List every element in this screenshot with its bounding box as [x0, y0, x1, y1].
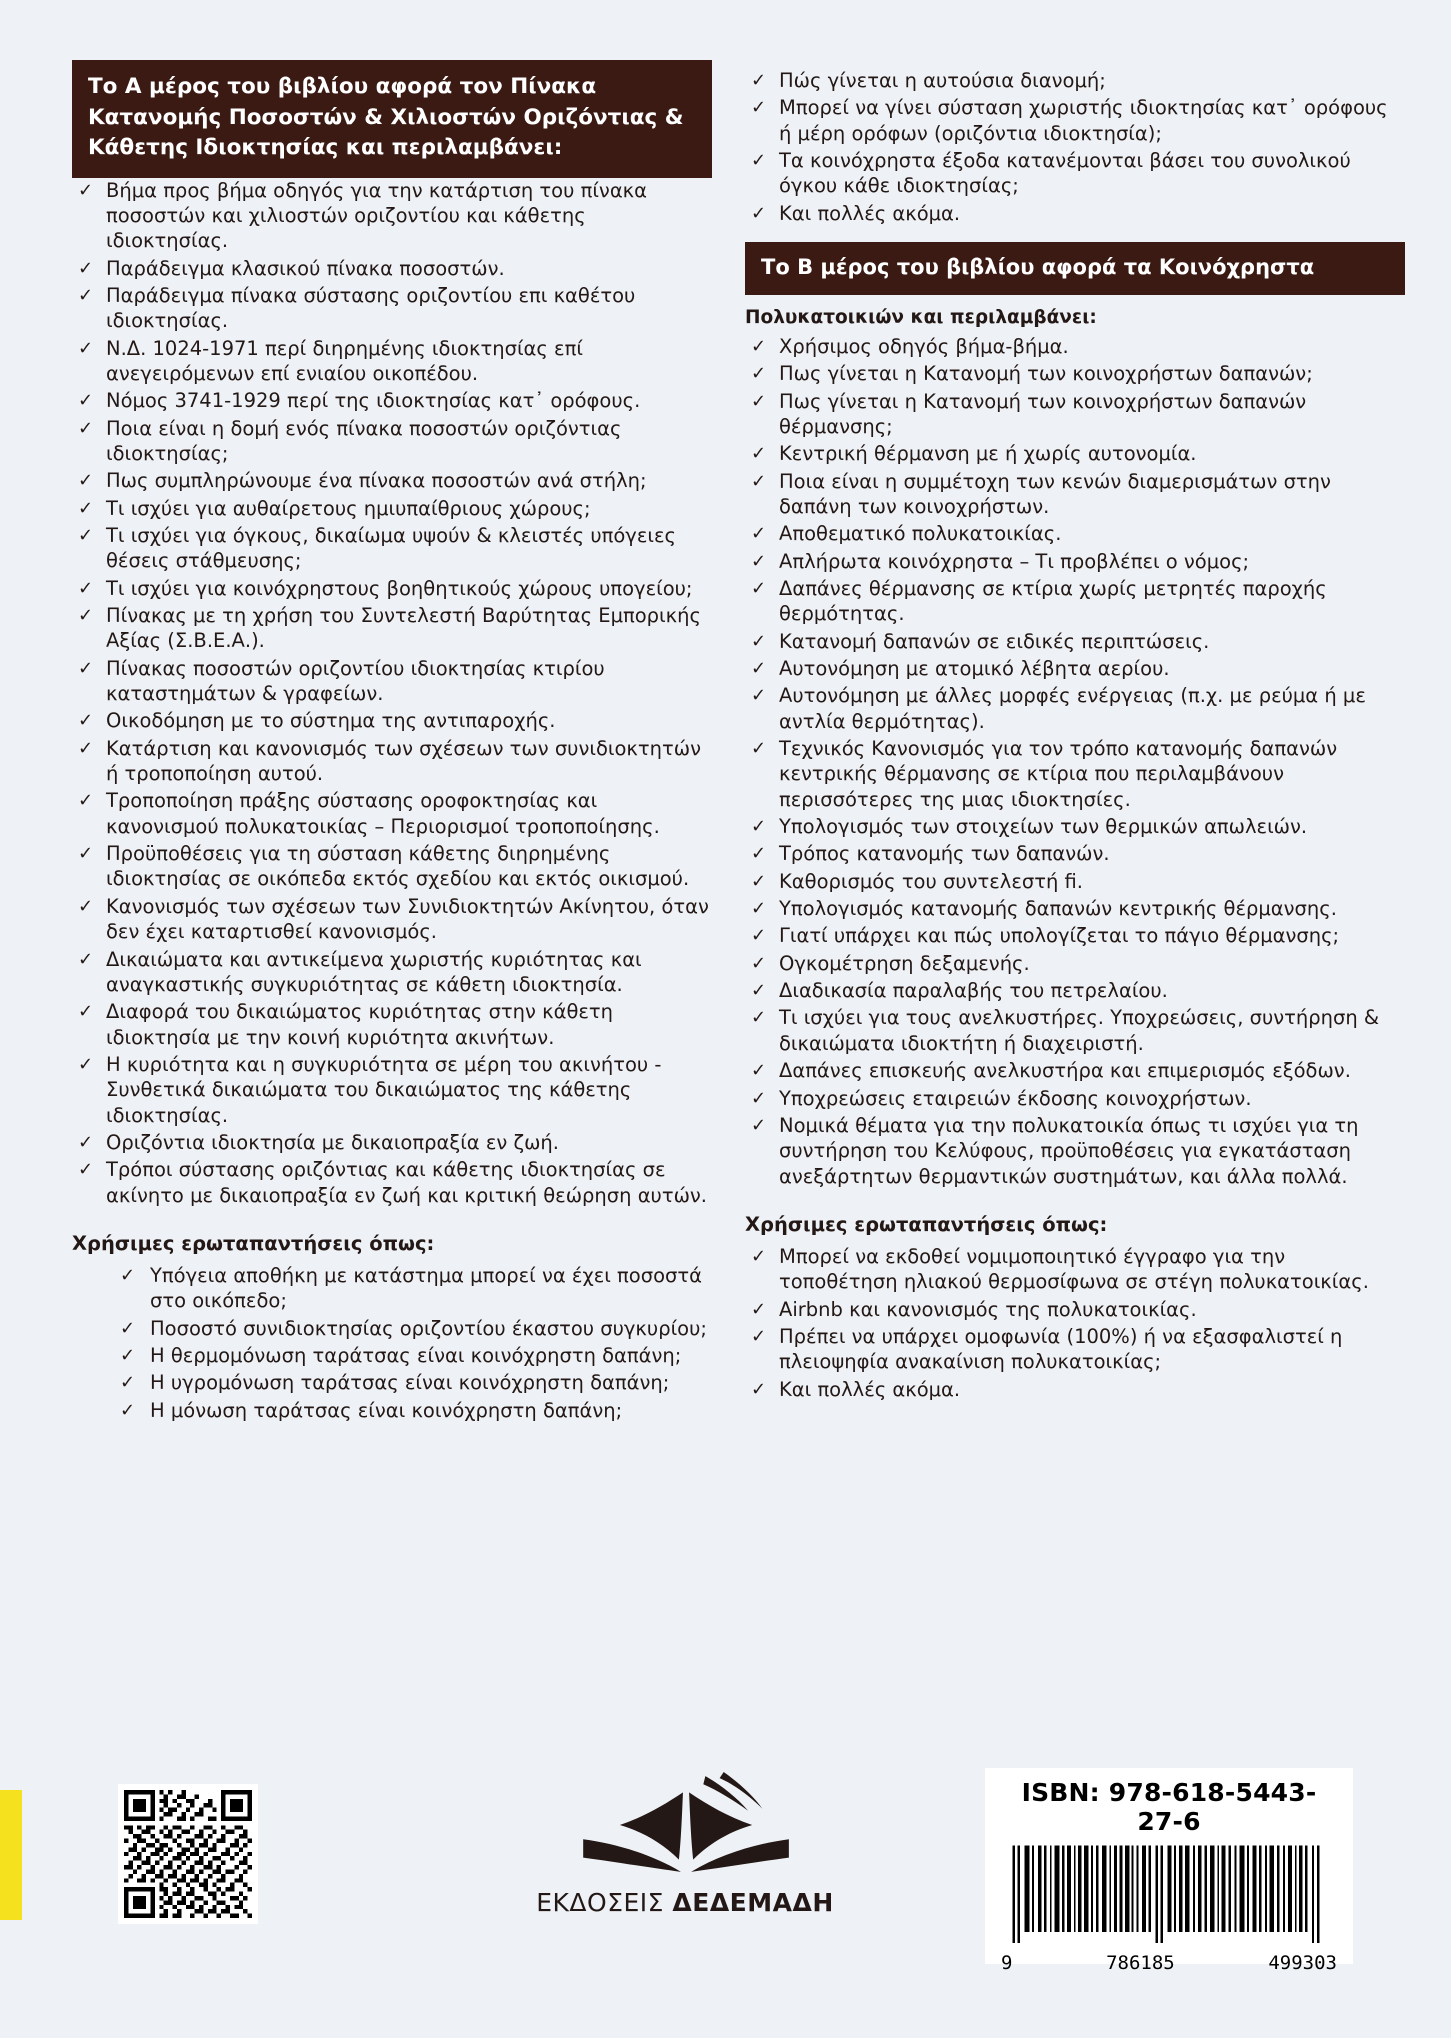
- list-item: [745, 978, 1405, 1003]
- check-icon: ✓: [78, 790, 94, 812]
- isbn-label: ISBN: 978-618-5443-27-6: [1021, 1778, 1317, 1836]
- check-icon: ✓: [78, 497, 94, 519]
- list-item: [745, 389, 1405, 440]
- list-item-label: Τα κοινόχρηστα έξοδα κατανέμονται βάσει του συνολικού όγκου κάθε ιδιοκτησίας;: [779, 149, 1351, 198]
- check-icon: ✓: [751, 1298, 767, 1320]
- list-item: [745, 1297, 1405, 1322]
- check-icon: ✓: [751, 1087, 767, 1109]
- list-item: [745, 869, 1405, 894]
- list-item-label: Ογκομέτρηση δεξαμενής.: [779, 951, 1030, 975]
- list-item: [745, 521, 1405, 546]
- check-icon: ✓: [751, 1245, 767, 1267]
- check-icon: ✓: [78, 577, 94, 599]
- list-item-label: Πώς γίνεται η αυτούσια διανομή;: [779, 69, 1106, 92]
- qr-code-icon[interactable]: [118, 1784, 258, 1924]
- check-icon: ✓: [78, 843, 94, 865]
- list-item-label: Προϋποθέσεις για τη σύσταση κάθετης διηρημένης ιδιοκτησίας σε οικόπεδα εκτός σχεδίου και εκτός οικισμού.: [106, 842, 690, 891]
- check-icon: ✓: [751, 870, 767, 892]
- check-icon: ✓: [78, 657, 94, 679]
- list-item: [72, 894, 712, 945]
- list-item: [745, 1324, 1405, 1375]
- list-item-label: Τι ισχύει για όγκους, δικαίωμα υψούν & κλειστές υπόγειες θέσεις στάθμευσης;: [106, 524, 676, 573]
- publisher-logo: [520, 1770, 850, 1917]
- list-item-label: Ποσοστό συνιδιοκτησίας οριζοντίου έκαστου συγκυρίου;: [150, 1316, 707, 1340]
- list-item: [72, 1052, 712, 1128]
- list-item-label: Η υγρομόνωση ταράτσας είναι κοινόχρηστη δαπάνη;: [150, 1371, 670, 1395]
- list-item-label: Airbnb και κανονισμός της πολυκατοικίας.: [779, 1297, 1197, 1321]
- list-item: [745, 201, 1405, 226]
- list-item-label: Υπόγεια αποθήκη με κατάστημα μπορεί να έχει ποσοστά στο οικόπεδο;: [150, 1263, 702, 1313]
- check-icon: ✓: [751, 363, 767, 385]
- list-item-label: Πρέπει να υπάρχει ομοφωνία (100%) ή να εξασφαλιστεί η πλειοψηφία ανακαίνιση πολυκατοικίας;: [779, 1324, 1343, 1374]
- check-icon: ✓: [78, 948, 94, 970]
- list-item: [72, 283, 712, 334]
- barcode-left-digit: 9: [1001, 1952, 1013, 1974]
- list-item-label: Τι ισχύει για αυθαίρετους ημιυπαίθριους χώρους;: [106, 496, 591, 520]
- list-item-label: Υποχρεώσεις εταιρειών έκδοσης κοινοχρήστων.: [779, 1086, 1252, 1110]
- list-item: [72, 336, 712, 387]
- barcode-group-1: 786185: [1106, 1952, 1175, 1974]
- check-icon: ✓: [78, 1053, 94, 1075]
- list-item-label: Αυτονόμηση με άλλες μορφές ενέργειας (π.χ. με ρεύμα ή με αντλία θερμότητας).: [779, 684, 1366, 733]
- list-item: [745, 629, 1405, 654]
- check-icon: ✓: [751, 523, 767, 545]
- check-icon: ✓: [751, 97, 767, 119]
- check-icon: ✓: [751, 685, 767, 707]
- list-item: [72, 999, 712, 1050]
- right-column: [745, 60, 1405, 1404]
- check-icon: ✓: [751, 70, 767, 91]
- list-item-label: Τροποποίηση πράξης σύστασης οροφοκτησίας και κανονισμού πολυκατοικίας – Περιορισμοί τροποποίησης.: [106, 789, 660, 838]
- check-icon: ✓: [78, 895, 94, 917]
- left-faq-list: [72, 1263, 712, 1423]
- list-item-label: Παράδειγμα πίνακα σύστασης οριζοντίου επι καθέτου ιδιοκτησίας.: [106, 283, 636, 333]
- list-item: [745, 1244, 1405, 1295]
- check-icon: ✓: [751, 550, 767, 572]
- list-item-label: Βήμα προς βήμα οδηγός για την κατάρτιση του πίνακα ποσοστών και χιλιοστών οριζοντίου και κάθετης ιδιοκτησίας.: [106, 178, 648, 253]
- check-icon: ✓: [78, 525, 94, 547]
- list-item-label: Καθορισμός του συντελεστή fi.: [779, 869, 1084, 893]
- check-icon: ✓: [120, 1344, 136, 1366]
- list-item-label: Κανονισμός των σχέσεων των Συνιδιοκτητών Ακίνητου, όταν δεν έχει καταρτισθεί κανονισμός.: [106, 894, 709, 944]
- list-item: [72, 1316, 712, 1341]
- list-item-label: Αυτονόμηση με ατομικό λέβητα αερίου.: [779, 657, 1170, 680]
- part-b-header: Το Β μέρος του βιβλίου αφορά τα Κοινόχρηστα: [745, 242, 1405, 295]
- check-icon: ✓: [78, 390, 94, 412]
- list-item: [745, 923, 1405, 948]
- check-icon: ✓: [751, 1378, 767, 1400]
- list-item-label: Η κυριότητα και η συγκυριότητα σε μέρη του ακινήτου - Συνθετικά δικαιώματα του δικαιώματος της κάθετης ιδιοκτησίας.: [106, 1052, 662, 1127]
- list-item: [745, 68, 1405, 93]
- check-icon: ✓: [120, 1399, 136, 1421]
- list-item-label: Τεχνικός Κανονισμός για τον τρόπο κατανομής δαπανών κεντρικής θέρμανσης σε κτίρια που περιλαμβάνουν περισσότερες της μιας ιδιοκτησίες.: [779, 737, 1338, 811]
- publisher-name: [520, 1888, 850, 1917]
- check-icon: ✓: [78, 737, 94, 759]
- right-faq-list: [745, 1244, 1405, 1402]
- part-a-continued-list: [745, 68, 1405, 226]
- list-item-label: Παράδειγμα κλασικού πίνακα ποσοστών.: [106, 256, 505, 280]
- list-item: [745, 334, 1405, 359]
- check-icon: ✓: [78, 1131, 94, 1153]
- list-item-label: Διαδικασία παραλαβής του πετρελαίου.: [779, 979, 1168, 1003]
- list-item: [745, 148, 1405, 199]
- check-icon: ✓: [751, 1114, 767, 1136]
- list-item-label: Διαφορά του δικαιώματος κυριότητας στην κάθετη ιδιοκτησία με την κοινή κυριότητα ακινήτων.: [106, 1000, 614, 1049]
- part-b-list: [745, 334, 1405, 1189]
- footer-bar: [0, 1760, 1451, 2038]
- list-item-label: Κατανομή δαπανών σε ειδικές περιπτώσεις.: [779, 629, 1210, 653]
- list-item: [745, 841, 1405, 866]
- check-icon: ✓: [78, 417, 94, 439]
- list-item: [72, 416, 712, 467]
- list-item-label: Ποια είναι η συμμέτοχη των κενών διαμερισμάτων στην δαπάνη των κοινοχρήστων.: [779, 469, 1331, 518]
- list-item-label: Και πολλές ακόμα.: [779, 201, 961, 225]
- list-item-label: Ποια είναι η δομή ενός πίνακα ποσοστών οριζόντιας ιδιοκτησίας;: [106, 416, 622, 465]
- list-item: [72, 788, 712, 839]
- list-item: [72, 1263, 712, 1314]
- check-icon: ✓: [751, 658, 767, 679]
- publisher-prefix: ΕΚΔΟΣΕΙΣ: [536, 1888, 673, 1917]
- barcode-group-2: 499303: [1268, 1952, 1337, 1974]
- list-item-label: Πως γίνεται η Κατανομή των κοινοχρήστων δαπανών;: [779, 362, 1313, 386]
- check-icon: ✓: [78, 284, 94, 306]
- list-item: [72, 1370, 712, 1395]
- list-item-label: Απλήρωτα κοινόχρηστα – Τι προβλέπει ο νόμος;: [779, 549, 1250, 573]
- check-icon: ✓: [751, 150, 767, 172]
- list-item: [745, 361, 1405, 386]
- list-item: [72, 841, 712, 892]
- list-item: [72, 1343, 712, 1368]
- list-item-label: Αποθεματικό πολυκατοικίας.: [779, 522, 1062, 546]
- check-icon: ✓: [78, 605, 94, 627]
- list-item-label: Υπολογισμός των στοιχείων των θερμικών απωλειών.: [779, 815, 1308, 839]
- check-icon: ✓: [751, 816, 767, 838]
- list-item: [72, 947, 712, 998]
- list-item: [745, 95, 1405, 146]
- list-item: [72, 256, 712, 281]
- list-item-label: Και πολλές ακόμα.: [779, 1377, 961, 1401]
- list-item-label: Χρήσιμος οδηγός βήμα-βήμα.: [779, 334, 1069, 358]
- check-icon: ✓: [78, 1001, 94, 1023]
- left-faq-title: Χρήσιμες ερωταπαντήσεις όπως:: [72, 1231, 435, 1255]
- list-item-label: Πίνακας ποσοστών οριζοντίου ιδιοκτησίας κτιρίου καταστημάτων & γραφείων.: [106, 656, 605, 706]
- list-item: [72, 178, 712, 254]
- list-item: [745, 576, 1405, 627]
- list-item: [72, 496, 712, 521]
- list-item: [745, 549, 1405, 574]
- list-item-label: Η θερμομόνωση ταράτσας είναι κοινόχρηστη δαπάνη;: [150, 1343, 682, 1367]
- check-icon: ✓: [120, 1264, 136, 1286]
- check-icon: ✓: [78, 179, 94, 201]
- list-item: [72, 1398, 712, 1423]
- barcode-icon: [999, 1842, 1339, 1950]
- check-icon: ✓: [78, 470, 94, 492]
- check-icon: ✓: [78, 1159, 94, 1181]
- list-item-label: Κεντρική θέρμανση με ή χωρίς αυτονομία.: [779, 442, 1197, 466]
- list-item: [72, 656, 712, 707]
- list-item-label: Δαπάνες θέρμανσης σε κτίρια χωρίς μετρητές παροχής θερμότητας.: [779, 576, 1327, 626]
- check-icon: ✓: [751, 470, 767, 492]
- list-item: [745, 656, 1405, 681]
- list-item: [745, 736, 1405, 812]
- right-faq-title: Χρήσιμες ερωταπαντήσεις όπως:: [745, 1212, 1108, 1236]
- check-icon: ✓: [78, 710, 94, 732]
- list-item: [745, 1113, 1405, 1189]
- check-icon: ✓: [751, 630, 767, 652]
- list-item: [72, 576, 712, 601]
- list-item-label: Μπορεί να εκδοθεί νομιμοποιητικό έγγραφο για την τοποθέτηση ηλιακού θερμοσίφωνα σε στέγη πολυκατοικίας.: [779, 1244, 1369, 1294]
- check-icon: ✓: [78, 257, 94, 279]
- barcode-digits: [999, 1950, 1339, 1974]
- list-item-label: Τρόπος κατανομής των δαπανών.: [779, 842, 1110, 866]
- check-icon: ✓: [751, 898, 767, 920]
- check-icon: ✓: [751, 390, 767, 412]
- list-item-label: Νόμος 3741-1929 περί της ιδιοκτησίας κατ᾽ ορόφους.: [106, 389, 641, 413]
- list-item: [72, 708, 712, 733]
- list-item-label: Τι ισχύει για τους ανελκυστήρες. Υποχρεώσεις, συντήρηση & δικαιώματα ιδιοκτήτη ή διαχειριστή.: [779, 1006, 1380, 1055]
- list-item-label: Κατάρτιση και κανονισμός των σχέσεων των συνιδιοκτητών ή τροποποίηση αυτού.: [106, 736, 701, 786]
- check-icon: ✓: [751, 1325, 767, 1347]
- check-icon: ✓: [120, 1372, 136, 1394]
- part-b-subheader: Πολυκατοικιών και περιλαμβάνει:: [745, 306, 1097, 328]
- check-icon: ✓: [751, 202, 767, 224]
- list-item: [72, 736, 712, 787]
- list-item: [72, 388, 712, 413]
- list-item: [72, 523, 712, 574]
- check-icon: ✓: [751, 738, 767, 760]
- check-icon: ✓: [751, 925, 767, 947]
- check-icon: ✓: [751, 1060, 767, 1082]
- list-item-label: Πίνακας με τη χρήση του Συντελεστή Βαρύτητας Εμπορικής Αξίας (Σ.Β.Ε.Α.).: [106, 604, 701, 653]
- left-column: [72, 60, 712, 1425]
- list-item: [745, 441, 1405, 466]
- check-icon: ✓: [120, 1317, 136, 1339]
- list-item: [745, 1377, 1405, 1402]
- publisher-brand: ΔΕΔΕΜΑΔΗ: [672, 1888, 834, 1917]
- list-item: [745, 896, 1405, 921]
- part-a-header: Το Α μέρος του βιβλίου αφορά τον Πίνακα Κατανομής Ποσοστών & Χιλιοστών Οριζόντιας & Κάθετης Ιδιοκτησίας και περιλαμβάνει:: [72, 60, 712, 178]
- list-item-label: Δικαιώματα και αντικείμενα χωριστής κυριότητας και αναγκαστικής συγκυριότητας σε κάθετη ιδιοκτησία.: [106, 947, 642, 996]
- list-item-label: Νομικά θέματα για την πολυκατοικία όπως τι ισχύει για τη συντήρηση του Κελύφους, προϋποθέσεις για εγκατάσταση ανεξάρτητων θερμαντικών συστημάτων, και άλλα πολλά.: [779, 1113, 1359, 1188]
- list-item-label: Δαπάνες επισκευής ανελκυστήρα και επιμερισμός εξόδων.: [779, 1059, 1351, 1083]
- check-icon: ✓: [751, 1007, 767, 1029]
- list-item-label: Γιατί υπάρχει και πώς υπολογίζεται το πάγιο θέρμανσης;: [779, 924, 1340, 948]
- part-a-list: [72, 178, 712, 1208]
- list-item-label: Πως συμπληρώνουμε ένα πίνακα ποσοστών ανά στήλη;: [106, 469, 647, 493]
- isbn-block: [985, 1768, 1353, 1974]
- check-icon: ✓: [751, 952, 767, 974]
- list-item: [745, 1058, 1405, 1083]
- list-item: [745, 951, 1405, 976]
- list-item: [72, 468, 712, 493]
- list-item-label: Τρόποι σύστασης οριζόντιας και κάθετης ιδιοκτησίας σε ακίνητο με δικαιοπραξία εν ζωή και κριτική θεώρηση αυτών.: [106, 1158, 707, 1207]
- check-icon: ✓: [751, 443, 767, 465]
- list-item: [72, 1157, 712, 1208]
- list-item: [745, 1086, 1405, 1111]
- list-item-label: Υπολογισμός κατανομής δαπανών κεντρικής θέρμανσης.: [779, 897, 1337, 921]
- list-item-label: Ν.Δ. 1024-1971 περί διηρημένης ιδιοκτησίας επί ανεγειρόμενων επί ενιαίου οικοπέδου.: [106, 336, 583, 385]
- list-item-label: Πως γίνεται η Κατανομή των κοινοχρήστων δαπανών θέρμανσης;: [779, 389, 1307, 438]
- list-item: [745, 814, 1405, 839]
- list-item: [72, 1130, 712, 1155]
- list-item-label: Οριζόντια ιδιοκτησία με δικαιοπραξία εν ζωή.: [106, 1130, 559, 1154]
- list-item: [745, 1005, 1405, 1056]
- open-book-icon: [535, 1770, 835, 1882]
- list-item: [745, 683, 1405, 734]
- list-item: [72, 603, 712, 654]
- list-item-label: Μπορεί να γίνει σύσταση χωριστής ιδιοκτησίας κατ᾽ ορόφους ή μέρη ορόφων (οριζόντια ιδιοκτησία);: [779, 96, 1388, 145]
- check-icon: ✓: [751, 843, 767, 865]
- list-item-label: Οικοδόμηση με το σύστημα της αντιπαροχής.: [106, 709, 556, 733]
- list-item-label: Η μόνωση ταράτσας είναι κοινόχρηστη δαπάνη;: [150, 1398, 623, 1422]
- list-item: [745, 469, 1405, 520]
- check-icon: ✓: [751, 980, 767, 1002]
- check-icon: ✓: [78, 337, 94, 359]
- list-item-label: Τι ισχύει για κοινόχρηστους βοηθητικούς χώρους υπογείου;: [106, 576, 693, 600]
- check-icon: ✓: [751, 577, 767, 599]
- check-icon: ✓: [751, 335, 767, 357]
